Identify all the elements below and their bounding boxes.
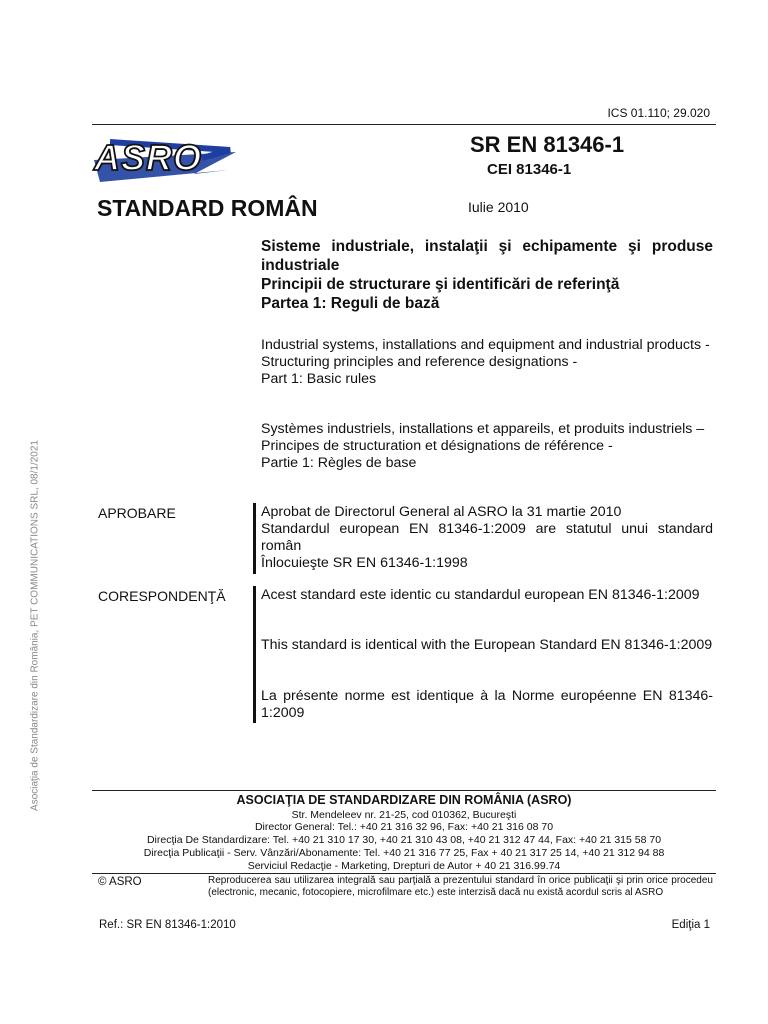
corespondenta-ro: Acest standard este identic cu standardul european EN 81346-1:2009 bbox=[261, 587, 700, 603]
corespondenta-label: CORESPONDENŢĂ bbox=[98, 588, 226, 604]
footer-address: Str. Mendeleev nr. 21-25, cod 010362, Bucureşti bbox=[291, 809, 517, 821]
footer-publicatii: Direcţia Publicaţii - Serv. Vânzări/Abonamente: Tel. +40 21 316 77 25, Fax + 40 21 317 25 14, +40 21 312 94 88 bbox=[143, 847, 665, 859]
fr-title-line: Partie 1: Règles de base bbox=[261, 455, 417, 471]
fr-title-line: Principes de structuration et désignations de référence - bbox=[261, 438, 613, 454]
aprobare-line: Înlocuieşte SR EN 61346-1:1998 bbox=[261, 555, 468, 571]
asro-logo bbox=[90, 130, 240, 188]
corespondenta-en: This standard is identical with the European Standard EN 81346-1:2009 bbox=[261, 637, 713, 653]
english-title bbox=[261, 337, 713, 388]
footer-divider bbox=[92, 790, 716, 791]
publication-date: Iulie 2010 bbox=[468, 199, 529, 215]
ics-code: ICS 01.110; 29.020 bbox=[607, 106, 710, 120]
copyright: © ASRO bbox=[98, 876, 142, 888]
ro-title-line: Principii de structurare şi identificări de referinţă bbox=[261, 276, 620, 293]
cei-number: CEI 81346-1 bbox=[487, 161, 572, 178]
asro-logo-graphic bbox=[90, 130, 240, 188]
reference: Ref.: SR EN 81346-1:2010 bbox=[99, 919, 236, 931]
footer-organization: ASOCIAŢIA DE STANDARDIZARE DIN ROMÂNIA (ASRO) bbox=[236, 793, 572, 807]
footer-director: Director General: Tel.: +40 21 316 32 96, Fax: +40 21 316 08 70 bbox=[254, 821, 554, 833]
french-title bbox=[261, 421, 713, 472]
romanian-title bbox=[261, 237, 713, 313]
standard-number: SR EN 81346-1 bbox=[470, 132, 625, 157]
en-title-line: Industrial systems, installations and equipment and industrial products - bbox=[261, 337, 710, 353]
aprobare-line: Aprobat de Directorul General al ASRO la 31 martie 2010 bbox=[261, 504, 622, 520]
header-divider bbox=[92, 124, 716, 125]
reproduction-notice: Reproducerea sau utilizarea integrală sau parţială a prezentului standard în orice publicaţii şi prin orice procedeu (electronic, mecanic, fotocopiere, microfilmare etc.) este interzisă dacă nu există acordul scris al ASRO bbox=[208, 875, 713, 898]
footer-redactie: Serviciul Redacţie - Marketing, Drepturi de Autor + 40 21 316.99.74 bbox=[247, 860, 561, 872]
ro-title-line: Sisteme industriale, instalaţii şi echipamente şi produse industriale bbox=[261, 238, 713, 274]
footer-standardizare: Direcţia De Standardizare: Tel. +40 21 310 17 30, +40 21 310 43 08, +40 21 312 47 44, Fax: +40 21 315 58 70 bbox=[146, 834, 662, 846]
edition: Ediţia 1 bbox=[671, 919, 710, 931]
aprobare-text bbox=[261, 504, 713, 572]
logo-text: ASRO bbox=[94, 137, 203, 178]
corespondenta-fr: La présente norme est identique à la Norme européenne EN 81346-1:2009 bbox=[261, 688, 713, 721]
aprobare-line: Standardul european EN 81346-1:2009 are statutul unui standard român bbox=[261, 521, 713, 554]
en-title-line: Part 1: Basic rules bbox=[261, 371, 377, 387]
vertical-watermark: Asociaţia de Standardizare din România, PET COMMUNICATIONS SRL, 08/1/2021 bbox=[29, 440, 41, 811]
fr-title-line: Systèmes industriels, installations et appareils, et produits industriels – bbox=[261, 421, 705, 437]
aprobare-bar bbox=[253, 503, 256, 574]
standard-type: STANDARD ROMÂN bbox=[97, 195, 318, 221]
corespondenta-bar bbox=[253, 586, 256, 723]
copyright-divider bbox=[92, 873, 716, 874]
ro-title-line: Partea 1: Reguli de bază bbox=[261, 295, 440, 312]
en-title-line: Structuring principles and reference designations - bbox=[261, 354, 578, 370]
aprobare-label: APROBARE bbox=[98, 505, 176, 521]
